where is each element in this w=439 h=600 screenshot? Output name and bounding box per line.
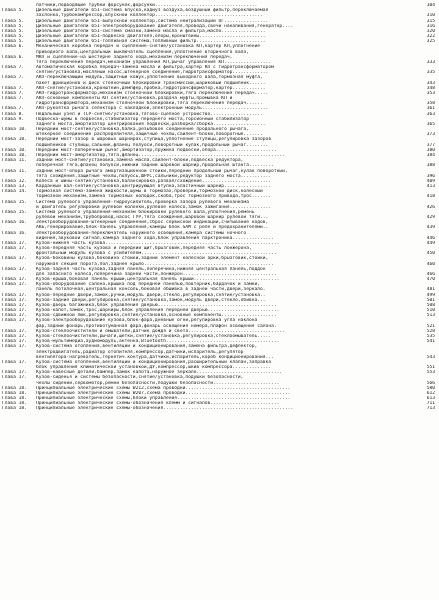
toc-chapter-label: Глава 17. — [2, 339, 27, 345]
toc-entry-text: МКП и сцепление-на шестерне заднего хода,механизм переключения передач, — [36, 54, 233, 60]
toc-entry — [2, 406, 435, 411]
toc-entry-text: фар,задний фонарь,противотуманная фара,фонарь освещения номера,плафон освещения салона. — [36, 323, 277, 329]
toc-page-number: 460 — [426, 261, 435, 267]
toc-chapter-label: Глава 6. — [2, 44, 25, 50]
toc-page-number: 418 — [426, 194, 435, 200]
toc-entry-text: Тормозная система-замена жидкости,шумы в тормозах,проверки,тормозной диск,колесный — [36, 189, 263, 195]
toc-entry-text: панель потолочная,центральная консоль,боковая обшивка в задней части,двери,зеркало. — [36, 287, 266, 293]
toc-chapter-label: Глава 17. — [2, 328, 27, 334]
toc-chapter-label: Глава 12. — [2, 178, 27, 184]
toc-entry-text: приводного вала,центральный выключатель сцепления,уплотнение вторичного вала, — [36, 49, 249, 55]
toc-entry-text: АКП-основные компоненты КП снятие/установка,раздача муфты,промывка КП и — [36, 96, 233, 102]
toc-chapter-label: Глава 7. — [2, 85, 25, 91]
toc-entry-text: Дизельные двигатели 651-топливная система,топливный фильтр......................... — [36, 39, 266, 45]
toc-page-number: 499 — [426, 292, 435, 298]
toc-entry-text: Электрооборудование-штекерные соединения,сброс сервисной индикации,считывание кодов, — [36, 220, 269, 226]
toc-chapter-label: Глава 6. — [2, 54, 25, 60]
toc-entry-text: АКП-рукоятка рычага селектора с накладкой,электронный модуль........................ — [36, 106, 269, 112]
toc-entry-text: Дизельные двигатели 651-выпускной коллектор,система нейтрализации ОГ................ — [36, 18, 269, 24]
toc-entry-text: АКП-снятие/установка,кронштейн,демпфер,пробка,гидротрансформатор,картер............ — [36, 85, 266, 91]
toc-page-number: 413 — [426, 184, 435, 190]
toc-chapter-label: Глава 5. — [2, 8, 25, 14]
toc-chapter-label: Глава 11. — [2, 168, 27, 174]
toc-chapter-label: Глава 17. — [2, 277, 27, 283]
toc-chapter-label: Глава 17. — [2, 313, 27, 319]
toc-chapter-label: Глава 11. — [2, 158, 27, 164]
toc-chapter-label: Глава 5. — [2, 34, 25, 40]
toc-entry-text: тормозной механизм,замена тормозных колодок,скоба,трос тормозного привода,трос....... — [36, 194, 272, 200]
toc-entry-text: Карданный вал-снятие/установка,центрирующая втулка,эластичный шарнир................. — [36, 184, 272, 190]
toc-entry-text: снятие/установка,масляный насос,штекерное соединение,гидротрансформатор............. — [36, 70, 269, 76]
toc-entry-text: тяга переключения передач,механизм управления КП,рычаг управления КП................. — [36, 59, 272, 65]
toc-page-number: 396 — [426, 173, 435, 179]
toc-page-number: 613 — [426, 396, 435, 402]
toc-page-number: 449 — [426, 240, 435, 246]
toc-chapter-label: Глава 5. — [2, 18, 25, 24]
toc-list — [2, 3, 435, 412]
toc-page-number: 551 — [426, 365, 435, 371]
toc-entry-text: Автоматическая коробка передач-замена масла и фильтра,картер КП с гидротрансформатором — [36, 65, 274, 71]
toc-chapter-label: Глава 17. — [2, 344, 27, 350]
toc-page-number: 380 — [426, 147, 435, 153]
toc-page-number: 470 — [426, 277, 435, 283]
toc-entry-text: Колеса и шины-снятие/установка,балансировка,развал/схождение......................... — [36, 178, 272, 184]
toc-entry-text: тяга схождения,защитные чехлы,полуось,ШРУС,сальники,редуктор заднего моста........... — [36, 173, 272, 179]
toc-page-number: 361 — [426, 106, 435, 112]
toc-page-number: 363 — [426, 111, 435, 117]
toc-page-number: 388 — [426, 163, 435, 169]
toc-chapter-label: Глава 8. — [2, 111, 25, 117]
toc-page-number: 316 — [426, 23, 435, 29]
toc-entry-text: Кузов-сдвижной люк,регулировка,снятие/установка,основные компоненты.................... — [36, 313, 277, 319]
toc-chapter-label: Глава 5. — [2, 28, 25, 34]
toc-entry-text: Передний мост-зазор в шаровых шарнирах,ступица,уплотнение ступицы,регулировка зазоров — [36, 137, 272, 143]
toc-chapter-label: Глава 10. — [2, 137, 27, 143]
toc-entry-text: Система рулевого управления-гидроусилитель,проверка зазора рулевого механизма — [36, 199, 249, 205]
toc-chapter-label: Глава 17. — [2, 256, 27, 262]
toc-page-number: 409 — [426, 178, 435, 184]
toc-entry-text: Кузов-электрооборудование кузова,блок-фара,дневные огни,регулировка угла наклона — [36, 318, 258, 324]
toc-entry-text: поперечная тяга,фланец полуоси,нижний задний шаровой шарнир,продольная штанга......... — [36, 163, 274, 169]
toc-chapter-label: Глава 18. — [2, 396, 27, 402]
toc-page-number: 429 — [426, 215, 435, 221]
toc-chapter-label: Глава 17. — [2, 240, 27, 246]
toc-page-number: 358 — [426, 101, 435, 107]
toc-entry-text: блок управления климатической установкой,ДУ,компрессор,шкив компрессора.............. — [36, 365, 272, 371]
toc-entry-text: Кузов-стеклоочистители,рычаги,щетки,снятие/установка,регулировка,стеклоомыватель..... — [36, 334, 272, 339]
toc-chapter-label: Глава 17. — [2, 308, 27, 314]
toc-entry-text: для запасного колеса,поперечина задней части,лонжерон.................................. — [36, 271, 277, 277]
toc-entry-text: Кузов-мультимедиа,аудиомодуль,антенна,Bluetooth......................................... — [36, 339, 280, 345]
toc-chapter-label: Глава 16. — [2, 230, 27, 236]
toc-page-number: 322 — [426, 34, 435, 40]
toc-entry-text: Принципиальные электрические схемы-обозначения............................................... — [36, 406, 294, 412]
toc-entry-text: видения,звуковой сигнал,камера заднего хода,блок управления парктроника............... — [36, 235, 274, 241]
toc-page-number: 343 — [426, 80, 435, 86]
toc-page-number: 521 — [426, 323, 435, 329]
toc-entry-text: Принципиальные электрические схемы,блоки управления......................................... — [36, 396, 291, 402]
toc-entry-text: Педальный узел и TCP-снятие/установка,тягово-сцепное устройство................... — [36, 111, 263, 117]
toc-chapter-label: Глава 18. — [2, 390, 27, 396]
toc-page-number: 612 — [426, 390, 435, 396]
toc-chapter-label: Глава 18. — [2, 385, 27, 391]
toc-page-number: 466 — [426, 271, 435, 277]
toc-entry-text: Система рулевого управления-механизм блокировки рулевого вала,уплотнения,ремень — [36, 209, 255, 215]
toc-entry-text: заднего моста,амортизатор центрирования подвески,разборка/сборка................... — [36, 121, 266, 127]
toc-page-number: 315 — [426, 18, 435, 24]
toc-chapter-label: Глава 7. — [2, 96, 25, 102]
toc-chapter-label: Глава 17. — [2, 334, 27, 339]
toc-page-number: 535 — [426, 334, 435, 339]
toc-entry-text: Принципиальные электрические схемы-обозначения клемм и сигналов......................... — [36, 401, 280, 407]
toc-page-number: 333 — [426, 59, 435, 65]
toc-chapter-label: Глава 17. — [2, 266, 27, 272]
toc-entry-text: АКП-переключающий модуль,защитный кожух,уплотнение выходного вала,тормозная муфта, — [36, 75, 263, 81]
toc-chapter-label: Глава 17. — [2, 318, 27, 324]
toc-page-number: 450 — [426, 251, 435, 257]
toc-entry-text: фронтальный модуль кузова с усилителем................................................. — [36, 251, 277, 257]
toc-chapter-label: Глава 17. — [2, 302, 27, 308]
toc-chapter-label: Глава 17. — [2, 359, 27, 365]
toc-entry-text: Передний мост-поперечный рычаг,амортизатор,пружина подвески,опора...................... — [36, 147, 277, 153]
toc-chapter-label: Глава 17. — [2, 297, 27, 303]
toc-chapter-label: Глава 13. — [2, 184, 27, 190]
toc-entry-text: Кузов-система отопления,вентиляции и кондиционирования,расширительный клапан,заправка — [36, 359, 272, 365]
toc-page-number: 353 — [426, 90, 435, 96]
toc-entry-text: Кузов-система отопления,вентиляции и кондиционирования,замена фильтра,дефлектор, — [36, 344, 258, 350]
toc-page-number: 713 — [426, 406, 435, 412]
toc-page-number: 384 — [426, 152, 435, 158]
toc-page-number: 446 — [426, 235, 435, 241]
toc-entry-text: пакет фрикционов и диск стояночный блокировки трансмиссии,шариковый подшипник...... — [36, 80, 266, 86]
toc-chapter-label: Глава 18. — [2, 406, 27, 412]
toc-entry-text: чехлы сидений,сервомотор,ремни безопасности,подушки безопасности........................ — [36, 380, 280, 386]
toc-entry-text: Подвеска-шумы в подвеске,стабилизатор переднего моста,торсионный стабилизатор — [36, 116, 249, 122]
toc-page-number: 310 — [426, 13, 435, 19]
toc-entry-text: электродвигатель,радиатор отопителя,компрессор,датчики,испаритель,регулятор — [36, 349, 244, 355]
toc-page-number: 566 — [426, 380, 435, 386]
toc-entry-text: гидротрансформатора,механизм стояночной блокировки,тяга переключения передач...... — [36, 101, 263, 107]
toc-chapter-label: Глава 7. — [2, 65, 25, 71]
toc-chapter-label: Глава 18. — [2, 401, 27, 407]
toc-entry-text: Кузов-стеклоочистители и омыватели,датчик дождя и света................................... — [36, 328, 285, 334]
toc-entry-text: Дизельные двигатели 651-система смазки,замена масла и фильтра,масло................ — [36, 28, 266, 34]
toc-page-number: 426 — [426, 204, 435, 210]
toc-page-number: 508 — [426, 302, 435, 308]
toc-page-number: 580 — [426, 385, 435, 391]
toc-page-number: 510 — [426, 308, 435, 314]
toc-page-number: 501 — [426, 297, 435, 303]
toc-chapter-label: Глава 17. — [2, 246, 27, 252]
toc-chapter-label: Глава 15. — [2, 209, 27, 215]
toc-entry-text: и двигатель регулировки рулевой колонки,рулевое колесо,замок зажигания............... — [36, 204, 272, 210]
toc-entry-text: патчики,подводящие трубки форсунок,форсунки..................................... — [36, 3, 258, 8]
toc-page-number: 513 — [426, 313, 435, 319]
toc-entry-text: Задний мост-снятие/установка,замена масла,сайлент-блоки,подвеска редуктора, — [36, 158, 244, 164]
toc-page-number: 543 — [426, 354, 435, 360]
toc-page-number: 348 — [426, 85, 435, 91]
toc-page-number: 373 — [426, 132, 435, 138]
toc-page-number: 541 — [426, 339, 435, 345]
toc-entry-text: Передний мост-амортизатор,тяга,фланец..................................................... — [36, 152, 285, 158]
toc-entry-text: АКП-гидротрансформатор,механизм стояночной блокировки,тяга переключения передач..... — [36, 90, 269, 96]
toc-entry-text: Электрооборудование-переключатель наружного освещения,камера системы ночного — [36, 230, 247, 236]
toc-entry-text: подшипников ступицы,сальник,фланец полуоси,поворотный кулак,продольный рычаг........ — [36, 142, 269, 148]
toc-chapter-label: Глава 15. — [2, 199, 27, 205]
toc-page-number: 553 — [426, 370, 435, 376]
toc-chapter-label: Глава 5. — [2, 39, 25, 45]
toc-entry-text: Кузов-передняя часть кузова и передний щит,брызговик,передняя часть лонжерона, — [36, 246, 252, 252]
toc-entry-text: Кузов-дверь багажника,блок управления дверью........................................... — [36, 302, 277, 308]
toc-entry-text: Передний мост-снятие/установка,балка,резьбовое соединение продольного рычага, — [36, 127, 249, 133]
toc-entry-text: штекерное соединение распределителя,защитные чехлы,сайлент-блоки,поворотные....... — [36, 132, 263, 138]
toc-entry-text: Задний мост-опора рычага амортизационной стойки,передний продольный рычаг,кулак поворотный, — [36, 168, 288, 174]
toc-entry-text: Принципиальные электрические схемы W212,схема проводки...................................... — [36, 385, 291, 391]
toc-chapter-label: Глава 17. — [2, 282, 27, 288]
toc-page-number: 528 — [426, 328, 435, 334]
toc-page-number: 711 — [426, 401, 435, 407]
toc-chapter-label: Глава 10. — [2, 147, 27, 153]
toc-chapter-label: Глава 7. — [2, 90, 25, 96]
toc-chapter-label: Глава 10. — [2, 127, 27, 133]
toc-chapter-label: Глава 17. — [2, 375, 27, 381]
toc-chapter-label: Глава 10. — [2, 152, 27, 158]
toc-page-number: 325 — [426, 39, 435, 45]
toc-entry-text: Дизельные двигатели 651-электрооборудование двигателя,провода,свечи накаливания,генератор.... — [36, 23, 294, 29]
toc-entry-text: Механическая коробка передач и сцепление-снятие/установка КП,картер КП,уплотнение — [36, 44, 261, 50]
toc-entry-text: Кузов-крыша,боковая панель крыши,центральная панель крыши............................... — [36, 277, 280, 283]
toc-page-number: 304 — [426, 3, 435, 8]
toc-entry-text: Принципиальные электрические схемы W207,схема проводки...................................... — [36, 390, 291, 396]
toc-page-number: 439 — [426, 225, 435, 231]
toc-entry-text: рулевой механизм,трубопровод,насос ГУР,тяга схождения,шаровой шарнир рулевой тяги... — [36, 215, 269, 221]
toc-entry-text: Кузов-сиденья и системы безопасности,снятие/установка,подушки безопасности, — [36, 375, 244, 381]
toc-page-number: 320 — [426, 28, 435, 34]
toc-entry-text: заслонка,турбокомпрессор,впускной коллектор....................................... — [36, 13, 263, 19]
toc-entry-text: АКБ,генерирование,блок-панель управления,камеры блок SAM с реле и предохранителями.. — [36, 225, 269, 231]
toc-chapter-label: Глава 14. — [2, 189, 27, 195]
toc-chapter-label: Глава 5. — [2, 23, 25, 29]
toc-chapter-label: Глава 9. — [2, 116, 25, 122]
toc-page-number: 365 — [426, 121, 435, 127]
toc-entry-text: Кузов-передние двери,замок,ручки,модуль двери,стекло,регулировка,снятие/установка.. — [36, 292, 266, 298]
toc-chapter-label: Глава 17. — [2, 292, 27, 298]
toc-page-number: 335 — [426, 70, 435, 76]
toc-entry-text: Дизельные двигатели 651-система впуска,кадиуз воздуха,воздушный фильтр,переключаемая — [36, 8, 269, 14]
toc-entry-text: Кузов-нижняя часть кузова............................................................... — [36, 240, 280, 246]
toc-chapter-label: Глава 7. — [2, 75, 25, 81]
toc-entry-text: Кузов-капот,замок,трос,шарниры,блок управления передней дверью.......................... — [36, 308, 280, 314]
toc-chapter-label: Глава 7. — [2, 106, 25, 112]
toc-page-number: 481 — [426, 287, 435, 293]
toc-page-number: 377 — [426, 142, 435, 148]
toc-entry-text: Кузов-навесные детали,бампер,замок капота,наружное зеркало............................... — [36, 370, 283, 376]
toc-entry-text: Кузов-задние двери,регулировка,снятие/установка,замок,модуль двери,стекло,обивка... — [36, 297, 266, 303]
toc-entry-text: Дизельные двигатели 651-подвеска двигателя,опоры,кронштейны........................ — [36, 34, 266, 40]
toc-entry-text: Кузов-оборудование салона,крышка под передней панелью,повторник,бардачок и замки, — [36, 282, 261, 288]
toc-chapter-label: Глава 16. — [2, 220, 27, 226]
toc-entry-text: Кузов-боковины кузова,боковина стойки,задний элемент колесной арки,брызговик,стойки, — [36, 256, 269, 262]
toc-entry-text: наружная секция порога,пол,заднее крыло............................................... — [36, 261, 274, 267]
toc-chapter-label: Глава 17. — [2, 370, 27, 376]
toc-entry-text: вентилятора-нагреватель,гернетич.контура,датчики,испаритель,короб кондиционирования... — [36, 354, 274, 360]
toc-entry-text: Кузов-задняя часть кузова,задняя панель,поперечина,нижняя центральная панель,поддон — [36, 266, 266, 272]
